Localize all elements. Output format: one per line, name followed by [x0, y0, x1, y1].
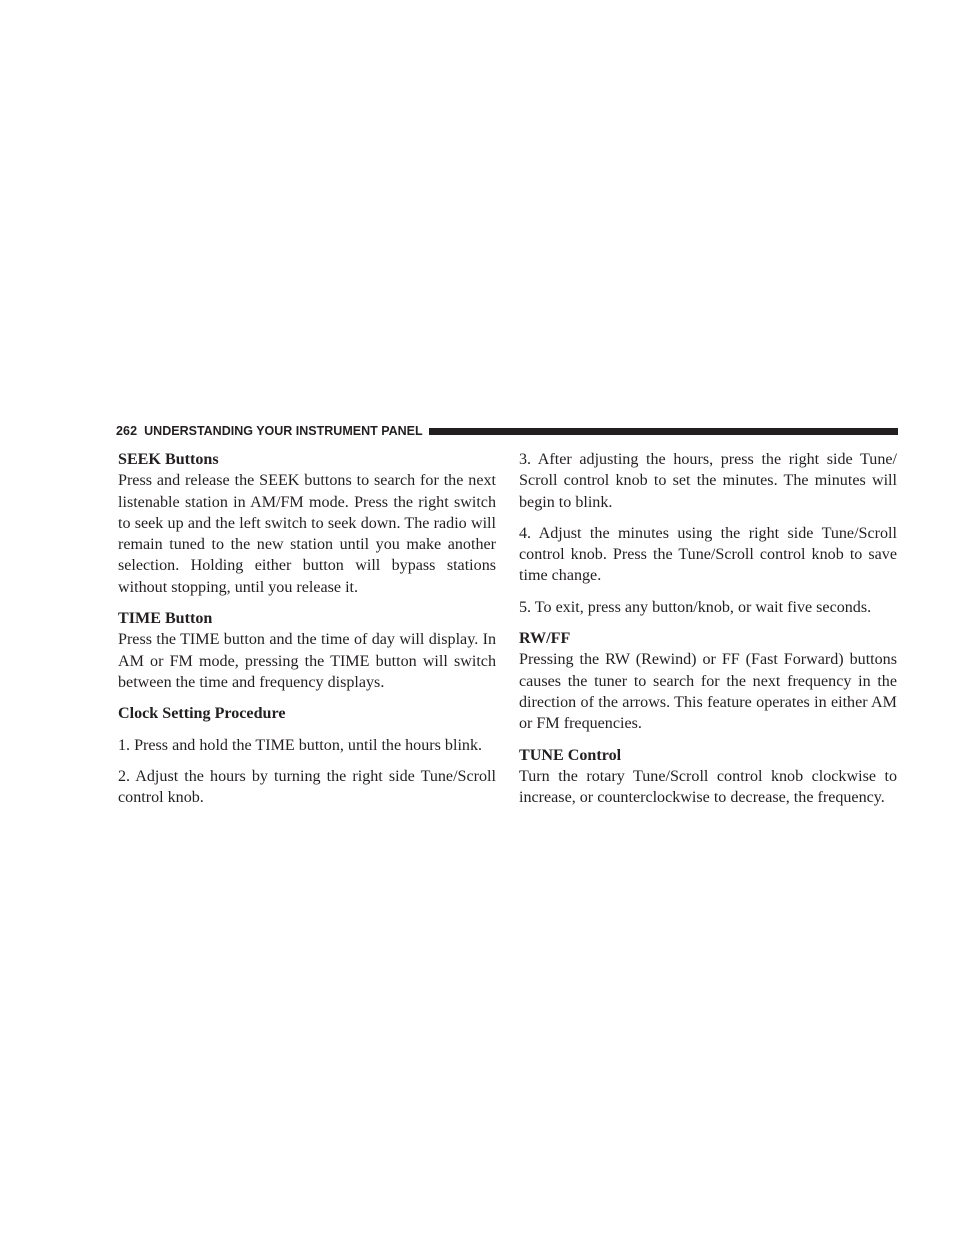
time-section: [118, 608, 496, 693]
clock-heading: Clock Setting Procedure: [118, 705, 286, 723]
rwff-heading: RW/FF: [519, 630, 571, 648]
tune-text: Turn the rotary Tune/Scroll control knob clockwise to increase, or counterclockwise to decrease, the frequency.: [519, 767, 897, 807]
page-number: 262: [116, 424, 138, 438]
clock-section: [118, 703, 496, 808]
header-rule: [429, 428, 898, 435]
seek-section: [118, 449, 496, 598]
right-column: [519, 449, 897, 818]
section-title: UNDERSTANDING YOUR INSTRUMENT PANEL: [144, 424, 423, 438]
clock-step-1: 1. Press and hold the TIME button, until the hours blink.: [118, 736, 483, 754]
tune-heading: TUNE Control: [519, 746, 622, 764]
seek-text: Press and release the SEEK buttons to search for the next listenable station in AM/FM mode. Press the right switch to seek up and the left switch to seek down. The radio will remain tuned to the new station until you make another selection. Holding either button will bypass stations without stopping, until you release it.: [118, 472, 496, 596]
time-heading: TIME Button: [118, 610, 213, 628]
clock-step-5: 5. To exit, press any button/knob, or wait five seconds.: [519, 598, 872, 616]
time-text: Press the TIME button and the time of day will display. In AM or FM mode, pressing the TIME button will switch between the time and frequency displays.: [118, 631, 496, 691]
rwff-text: Pressing the RW (Rewind) or FF (Fast Forward) buttons causes the tuner to search for the next frequency in the direction of the arrows. This feature operates in either AM or FM frequencies.: [519, 651, 897, 733]
seek-heading: SEEK Buttons: [118, 451, 219, 468]
rwff-section: [519, 628, 897, 734]
clock-step-2: 2. Adjust the hours by turning the right side Tune/Scroll control knob.: [118, 767, 496, 807]
tune-section: [519, 745, 897, 809]
clock-step-4: 4. Adjust the minutes using the right side Tune/Scroll control knob. Press the Tune/Scroll control knob to save time change.: [519, 524, 897, 585]
page-header: [116, 423, 898, 439]
clock-step-3: 3. After adjusting the hours, press the right side Tune/ Scroll control knob to set the minutes. The minutes will begin to blink.: [519, 451, 897, 511]
left-column: [118, 449, 496, 818]
